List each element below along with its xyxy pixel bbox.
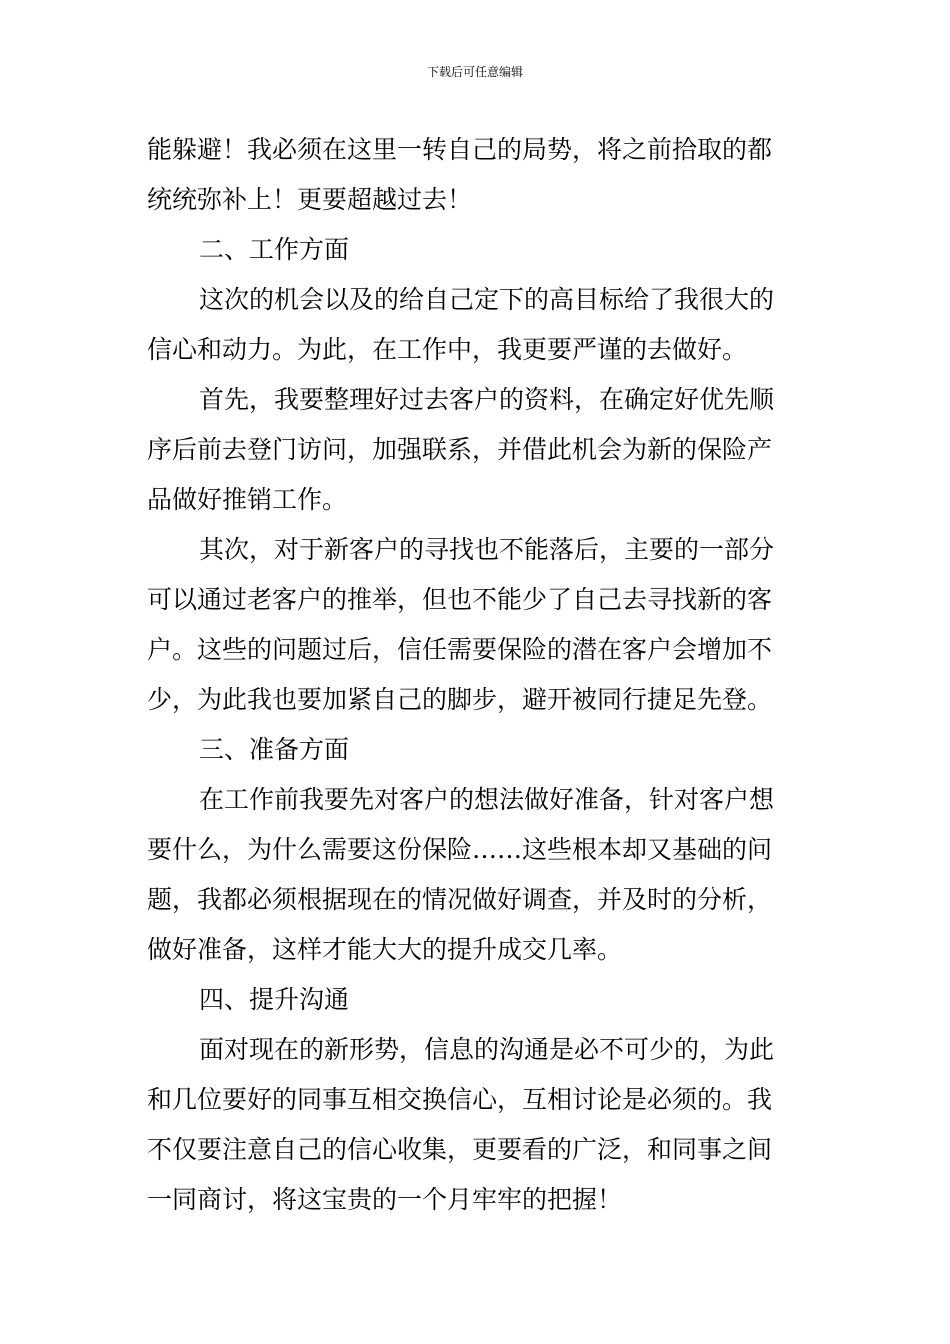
body-line: 一同商讨，将这宝贵的一个月牢牢的把握！ (147, 1185, 623, 1214)
body-line: 统统弥补上！更要超越过去！ (147, 185, 473, 214)
body-line: 品做好推销工作。 (147, 485, 348, 514)
body-line: 信心和动力。为此，在工作中，我更要严谨的去做好。 (147, 335, 748, 364)
section-heading: 四、提升沟通 (199, 985, 350, 1014)
body-line: 面对现在的新形势，信息的沟通是必不可少的，为此 (199, 1035, 775, 1064)
section-heading: 二、工作方面 (199, 235, 350, 264)
body-line: 在工作前我要先对客户的想法做好准备，针对客户想 (199, 785, 775, 814)
body-line: 序后前去登门访问，加强联系，并借此机会为新的保险产 (147, 435, 773, 464)
body-line: 户。这些的问题过后，信任需要保险的潜在客户会增加不 (147, 635, 773, 664)
page-header: 下载后可任意编辑 (426, 65, 523, 79)
body-line: 不仅要注意自己的信心收集，更要看的广泛，和同事之间 (147, 1135, 773, 1164)
body-line: 这次的机会以及的给自己定下的高目标给了我很大的 (199, 285, 775, 314)
section-heading: 三、准备方面 (199, 735, 350, 764)
body-line: 其次，对于新客户的寻找也不能落后，主要的一部分 (199, 535, 775, 564)
body-line: 少，为此我也要加紧自己的脚步，避开被同行捷足先登。 (147, 685, 773, 714)
body-line: 做好准备，这样才能大大的提升成交几率。 (147, 935, 623, 964)
body-line: 题，我都必须根据现在的情况做好调查，并及时的分析， (147, 885, 773, 914)
body-line: 和几位要好的同事互相交换信心，互相讨论是必须的。我 (147, 1085, 773, 1114)
document-body (147, 128, 807, 1228)
body-line: 首先，我要整理好过去客户的资料，在确定好优先顺 (199, 385, 775, 414)
body-line: 能躲避！我必须在这里一转自己的局势，将之前拾取的都 (147, 135, 773, 164)
body-line: 要什么，为什么需要这份保险……这些根本却又基础的问 (147, 835, 773, 864)
body-line: 可以通过老客户的推举，但也不能少了自己去寻找新的客 (147, 585, 773, 614)
